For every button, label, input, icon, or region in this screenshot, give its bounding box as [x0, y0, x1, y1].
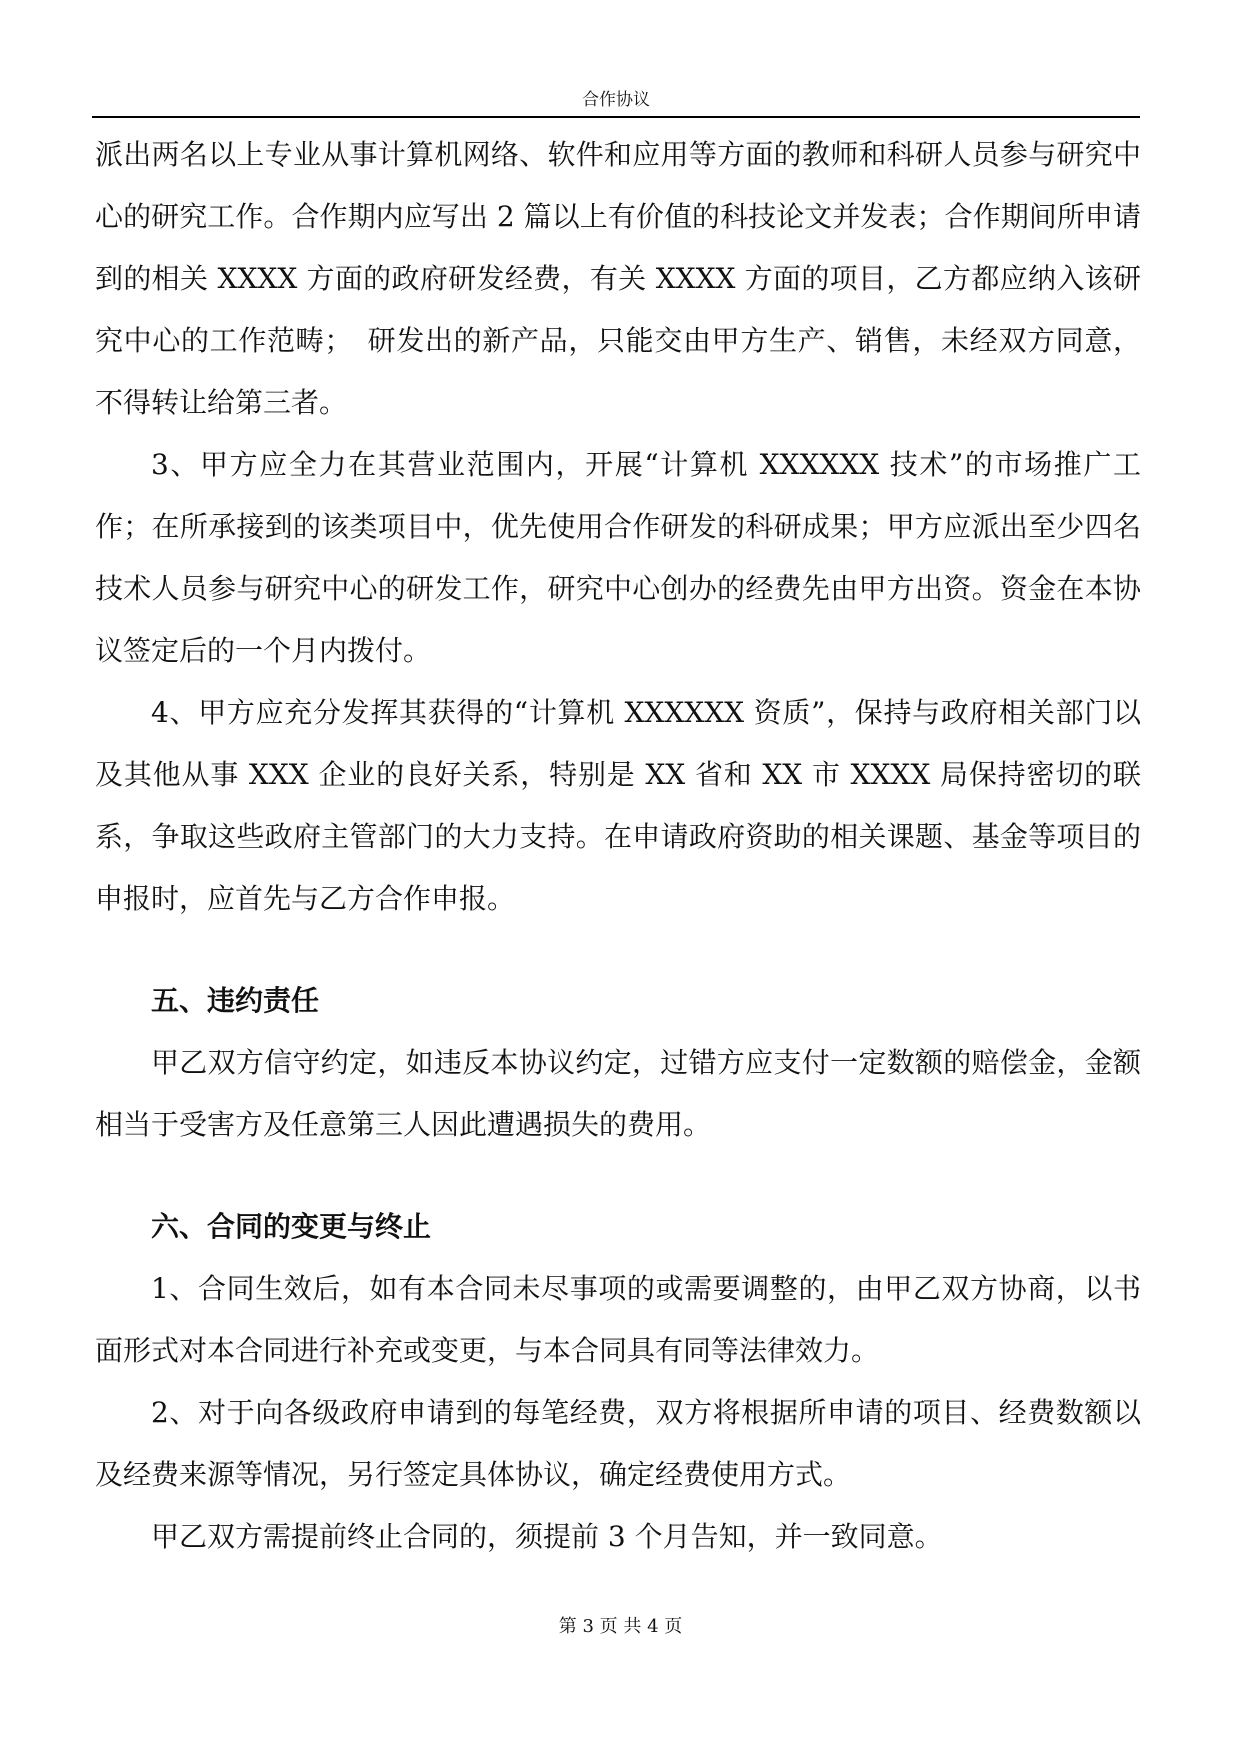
section-change-item-3: 甲乙双方需提前终止合同的，须提前 3 个月告知，并一致同意。 — [151, 1520, 943, 1553]
section-breach-text: 甲乙双方信守约定，如违反本协议约定，过错方应支付一定数额的赔偿金，金额相当于受害方及任意第三人因此遭遇损失的费用。 — [95, 1046, 1141, 1141]
document-body — [95, 124, 1141, 1568]
page-number: 第 3 页 共 4 页 — [558, 1616, 683, 1637]
section-change-item-2: 2、对于向各级政府申请到的每笔经费，双方将根据所申请的项目、经费数额以及经费来源等情况，另行签定具体协议，确定经费使用方式。 — [95, 1396, 1141, 1491]
paragraph-clause-3: 3、甲方应全力在其营业范围内，开展“计算机 XXXXXX 技术”的市场推广工作；在所承接到的该类项目中，优先使用合作研发的科研成果；甲方应派出至少四名技术人员参与研究中心的研发工作，研究中心创办的经费先由甲方出资。资金在本协议签定后的一个月内拨付。 — [95, 448, 1141, 667]
paragraph-continued: 派出两名以上专业从事计算机网络、软件和应用等方面的教师和科研人员参与研究中心的研究工作。合作期内应写出 2 篇以上有价值的科技论文并发表；合作期间所申请到的相关 XXXX 方面的政府研发经费，有关 XXXX 方面的项目，乙方都应纳入该研究中心的工作范畴； 研发出的新产品，只能交由甲方生产、销售，未经双方同意，不得转让给第三者。 — [95, 138, 1141, 419]
header-title: 合作协议 — [582, 90, 650, 110]
page-footer — [0, 1612, 1241, 1638]
section-heading-change-termination: 六、合同的变更与终止 — [151, 1210, 432, 1243]
section-heading-breach: 五、违约责任 — [151, 984, 320, 1017]
page-header — [92, 84, 1140, 118]
paragraph-clause-4: 4、甲方应充分发挥其获得的“计算机 XXXXXX 资质”，保持与政府相关部门以及其他从事 XXX 企业的良好关系，特别是 XX 省和 XX 市 XXXX 局保持密切的联系，争取这些政府主管部门的大力支持。在申请政府资助的相关课题、基金等项目的申报时，应首先与乙方合作申报。 — [95, 696, 1141, 915]
section-change-item-1: 1、合同生效后，如有本合同未尽事项的或需要调整的，由甲乙双方协商，以书面形式对本合同进行补充或变更，与本合同具有同等法律效力。 — [95, 1272, 1141, 1367]
